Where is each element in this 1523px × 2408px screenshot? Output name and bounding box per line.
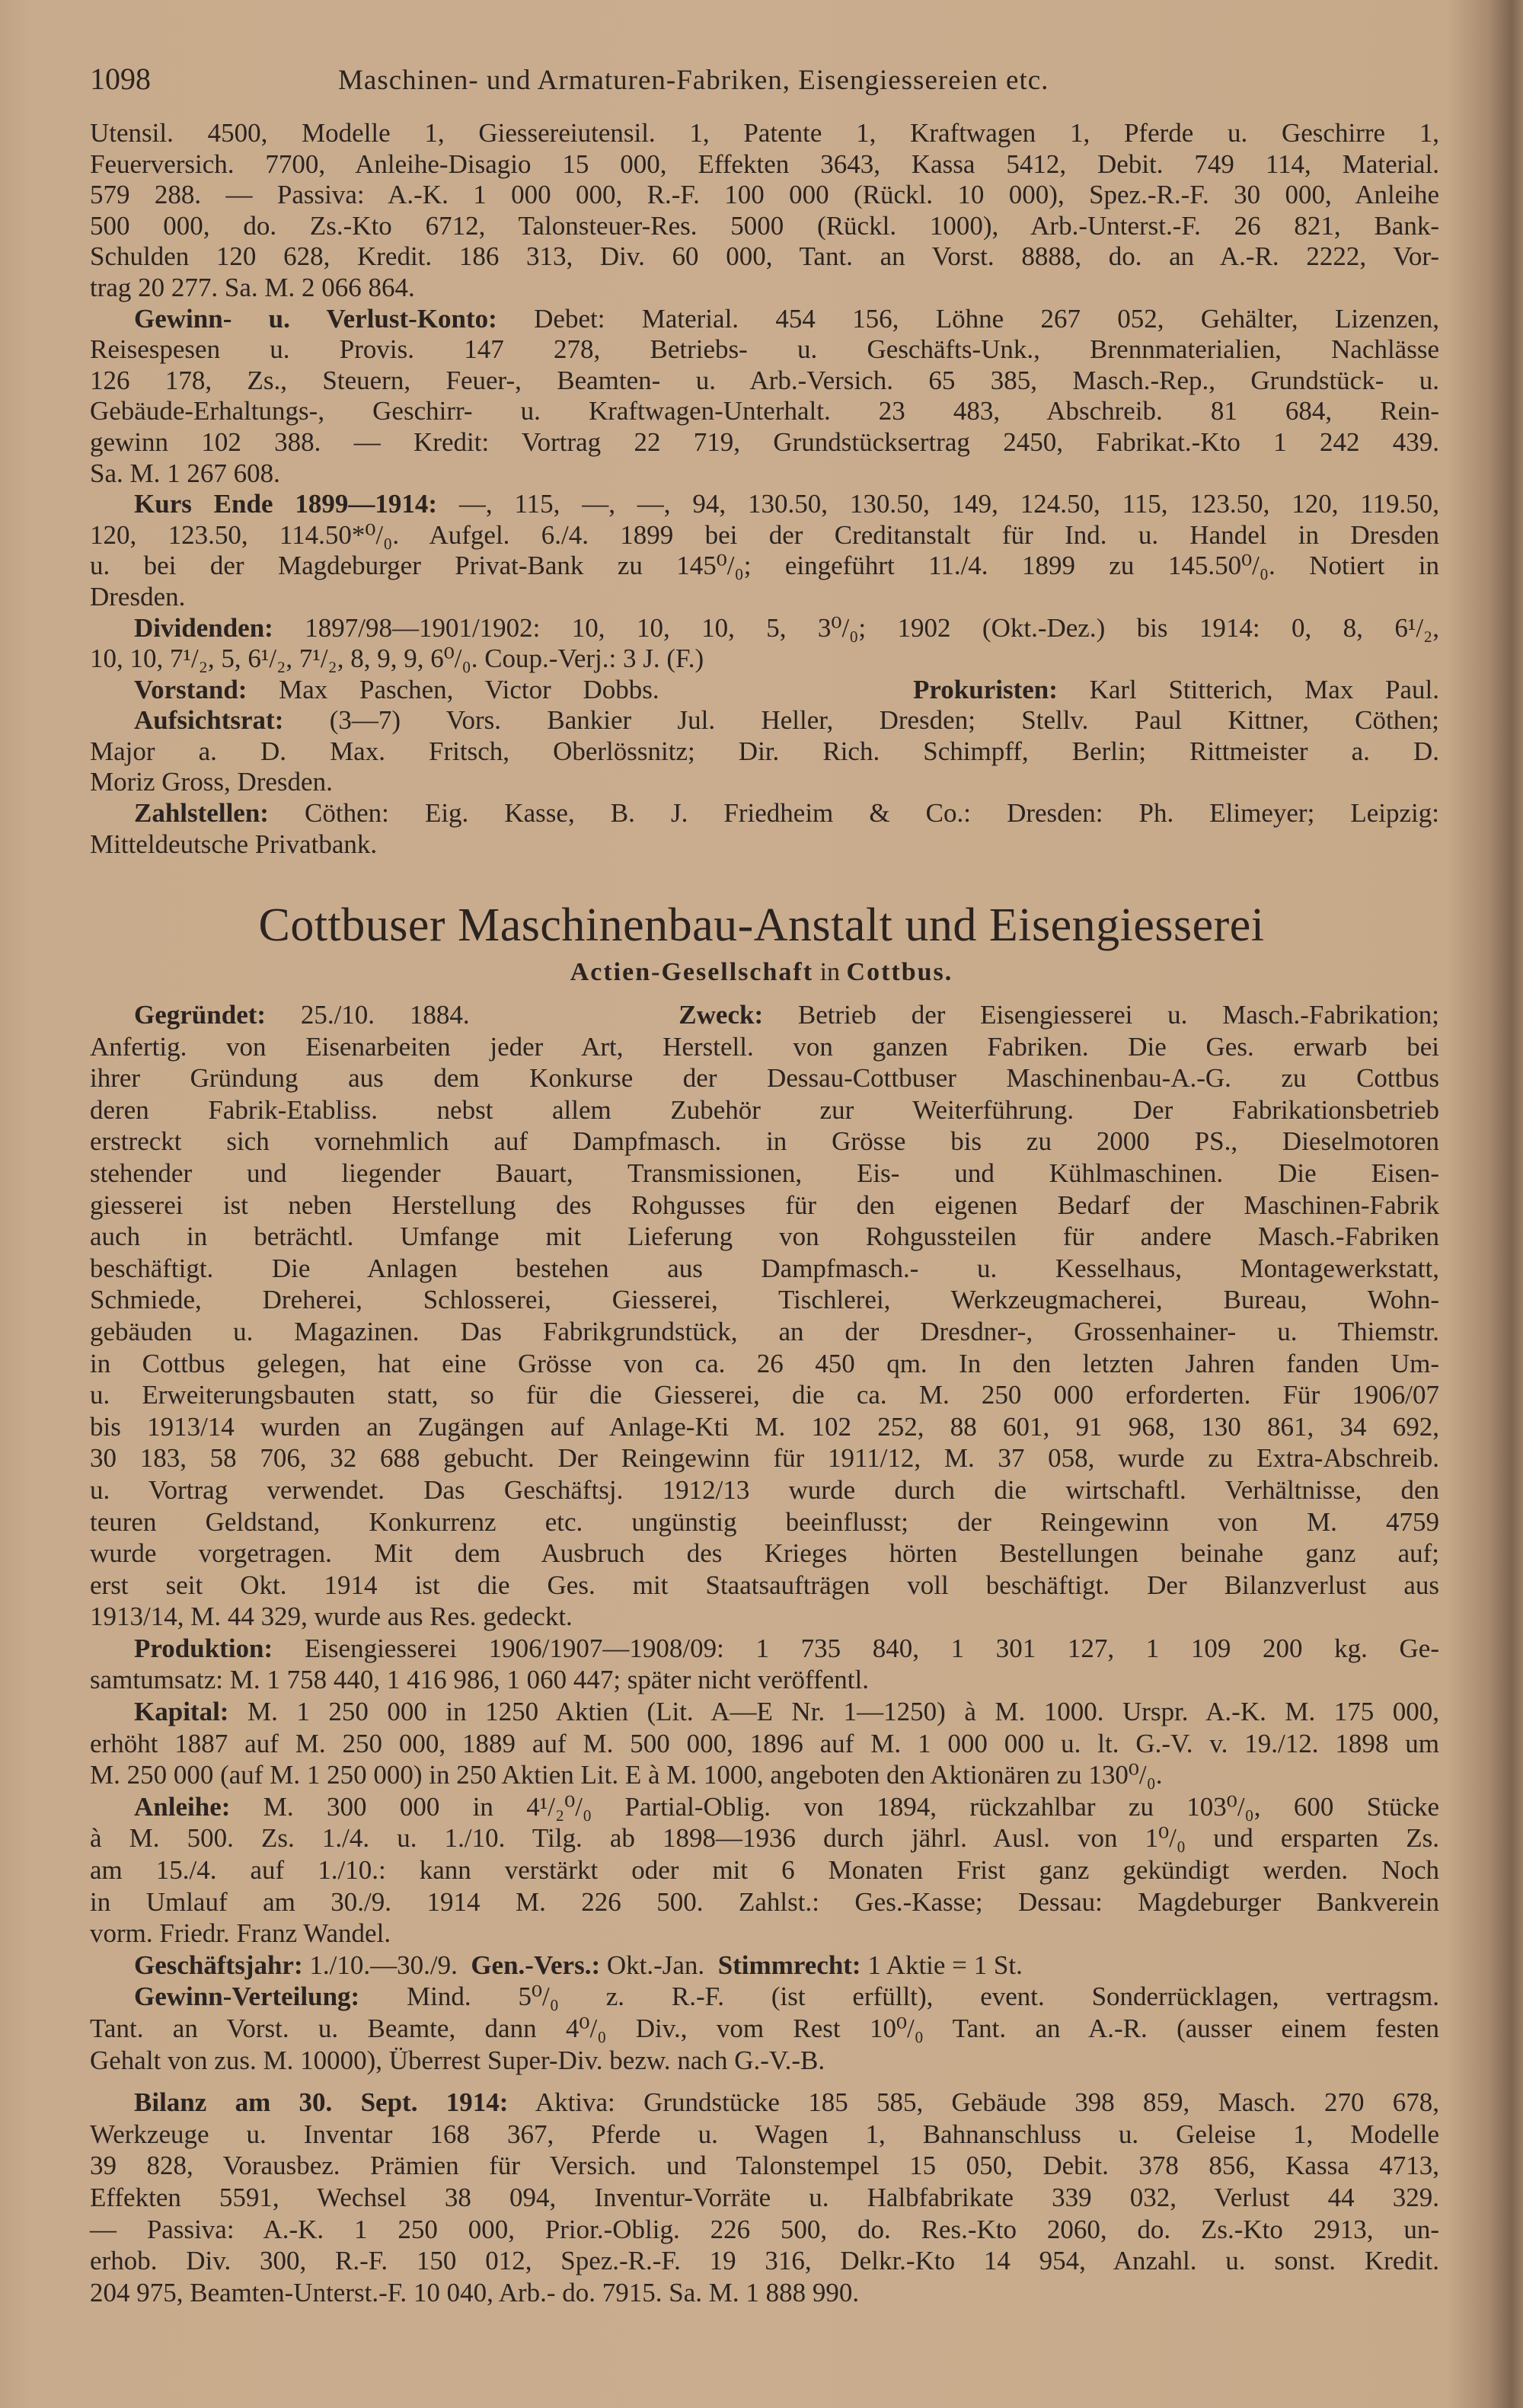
paragraph — [90, 1633, 1439, 1696]
text-line: Tant. an Vorst. u. Beamte, dann 4⁰/₀ Div., vom Rest 10⁰/₀ Tant. an A.-R. (ausser einem festen — [90, 2014, 1439, 2043]
text-line — [90, 489, 1439, 520]
paragraph — [90, 1950, 1439, 1982]
paragraph — [90, 999, 1439, 1633]
paragraph — [90, 1696, 1439, 1791]
section-text: Max Paschen, Victor Dobbs. — [247, 674, 913, 704]
company-form: Actien-Gesellschaft — [570, 958, 814, 986]
section-label: Gen.-Vers.: — [471, 1950, 601, 1980]
section-label: Gewinn- u. Verlust-Konto: — [134, 303, 497, 334]
text-line: samtumsatz: M. 1 758 440, 1 416 986, 1 060 447; später nicht veröffentl. — [90, 1665, 869, 1695]
text-line: Dresden. — [90, 581, 186, 612]
text-line — [90, 304, 1439, 335]
text-line: — Passiva: A.-K. 1 250 000, Prior.-Oblig. 226 500, do. Res.-Kto 2060, do. Zs.-Kto 2913, un- — [90, 2214, 1439, 2244]
text-line: Utensil. 4500, Modelle 1, Giessereiutensil. 1, Patente 1, Kraftwagen 1, Pferde u. Geschirre 1, — [90, 118, 1439, 148]
paragraph — [90, 118, 1439, 304]
section-text: (3—7) Vors. Bankier Jul. Heller, Dresden; Stellv. Paul Kittner, Cöthen; — [283, 705, 1439, 736]
paragraph — [90, 1791, 1439, 1950]
text-line: Moriz Gross, Dresden. — [90, 767, 333, 797]
text-line: 579 288. — Passiva: A.-K. 1 000 000, R.-F. 100 000 (Rückl. 10 000), Spez.-R.-F. 30 000, Anleihe — [90, 180, 1439, 210]
paragraph — [90, 613, 1439, 675]
text-line: erhöht 1887 auf M. 250 000, 1889 auf M. 500 000, 1896 auf M. 1 000 000 u. lt. G.-V. v. 19./12. 1898 um — [90, 1728, 1439, 1758]
section-label: Geschäftsjahr: — [134, 1950, 303, 1980]
section-text: 1897/98—1901/1902: 10, 10, 10, 5, 3⁰/₀; 1902 (Okt.-Dez.) bis 1914: 0, 8, 6¹/₂, — [273, 612, 1439, 643]
text-line: Schulden 120 628, Kredit. 186 313, Div. 60 000, Tant. an Vorst. 8888, do. an A.-R. 2222, Vor- — [90, 241, 1439, 272]
section-label: Aufsichtsrat: — [134, 705, 284, 736]
text-line: erhob. Div. 300, R.-F. 150 012, Spez.-R.-F. 19 316, Delkr.-Kto 14 954, Anzahl. u. sonst. Kredit. — [90, 2246, 1439, 2276]
section-label: Gegründet: — [134, 1000, 267, 1030]
text-line: Major a. D. Max. Fritsch, Oberlössnitz; Dir. Rich. Schimpff, Berlin; Rittmeister a. D. — [90, 736, 1439, 766]
paragraph — [90, 705, 1439, 798]
text-line — [90, 1633, 1439, 1665]
text-line: 1913/14, M. 44 329, wurde aus Res. gedeckt. — [90, 1602, 573, 1632]
company-subtitle — [0, 958, 1523, 987]
text-line: giesserei ist neben Herstellung des Rohgusses für den eigenen Bedarf der Maschinen-Fabrik — [90, 1190, 1439, 1220]
text-line: 126 178, Zs., Steuern, Feuer-, Beamten- u. Arb.-Versich. 65 385, Masch.-Rep., Grundstück- u. — [90, 365, 1439, 395]
text-line: 10, 10, 7¹/₂, 5, 6¹/₂, 7¹/₂, 8, 9, 9, 6⁰/₀. Coup.-Verj.: 3 J. (F.) — [90, 644, 704, 674]
text-line — [90, 1950, 1439, 1982]
paragraph — [90, 675, 1439, 706]
text-line: in Cottbus gelegen, hat eine Grösse von ca. 26 450 qm. In den letzten Jahren fanden Um- — [90, 1348, 1439, 1378]
section-label: Vorstand: — [134, 674, 247, 704]
text-line: auch in beträchtl. Umfange mit Lieferung von Rohgussteilen für andere Masch.-Fabriken — [90, 1222, 1439, 1252]
text-line: in Umlauf am 30./9. 1914 M. 226 500. Zahlst.: Ges.-Kasse; Dessau: Magdeburger Bankverein — [90, 1886, 1439, 1917]
section-label: Zweck: — [678, 1000, 764, 1030]
paragraph — [90, 304, 1439, 490]
text-line — [90, 675, 1439, 706]
section-label: Dividenden: — [134, 612, 273, 643]
text-line: Mitteldeutsche Privatbank. — [90, 829, 378, 859]
section-label: Anleihe: — [134, 1791, 231, 1822]
paragraph — [90, 1981, 1439, 2076]
text-line: erst seit Okt. 1914 ist die Ges. mit Staatsaufträgen voll beschäftigt. Der Bilanzverlust aus — [90, 1570, 1439, 1600]
section-text: Betrieb der Eisengiesserei u. Masch.-Fabrikation; — [763, 1000, 1439, 1030]
text-line: 120, 123.50, 114.50*⁰/₀. Aufgel. 6./4. 1899 bei der Creditanstalt für Ind. u. Handel in Dresden — [90, 519, 1439, 550]
text-line — [90, 2087, 1439, 2119]
text-line: vorm. Friedr. Franz Wandel. — [90, 1918, 391, 1949]
text-line: am 15./4. auf 1./10.: kann verstärkt oder mit 6 Monaten Frist ganz gekündigt werden. Noch — [90, 1855, 1439, 1886]
text-line: Schmiede, Dreherei, Schlosserei, Giesserei, Tischlerei, Werkzeugmacherei, Bureau, Wohn- — [90, 1285, 1439, 1315]
text-line: Werkzeuge u. Inventar 168 367, Pferde u. Wagen 1, Bahnanschluss u. Geleise 1, Modelle — [90, 2119, 1439, 2149]
section-label: Kurs Ende 1899—1914: — [134, 489, 437, 519]
text-line — [90, 1791, 1439, 1823]
section-text: M. 1 250 000 in 1250 Aktien (Lit. A—E Nr. 1—1250) à M. 1000. Urspr. A.-K. M. 175 000, — [228, 1697, 1439, 1727]
text-line — [90, 999, 1439, 1031]
text-line: ihrer Gründung aus dem Konkurse der Dessau-Cottbuser Maschinenbau-A.-G. zu Cottbus — [90, 1063, 1439, 1094]
paragraph — [90, 2087, 1439, 2308]
section-text: —, 115, —, —, 94, 130.50, 130.50, 149, 124.50, 115, 123.50, 120, 119.50, — [437, 489, 1440, 519]
section-text: 1 Aktie = 1 St. — [860, 1950, 1023, 1980]
text-line: Gebäude-Erhaltungs-, Geschirr- u. Kraftwagen-Unterhalt. 23 483, Abschreib. 81 684, Rein- — [90, 396, 1439, 426]
running-title: Maschinen- und Armaturen-Fabriken, Eisengiessereien etc. — [338, 65, 1049, 96]
page-number: 1098 — [90, 62, 151, 96]
text-line: erstreckt sich vornehmlich auf Dampfmasch. in Grösse bis zu 2000 PS., Dieselmotoren — [90, 1126, 1439, 1157]
section-text: Aktiva: Grundstücke 185 585, Gebäude 398 859, Masch. 270 678, — [508, 2087, 1439, 2118]
section-text: Mind. 5⁰/₀ z. R.-F. (ist erfüllt), event. Sonderrücklagen, vertragsm. — [359, 1982, 1439, 2012]
section-label: Prokuristen: — [913, 674, 1058, 704]
text-line: bis 1913/14 wurden an Zugängen auf Anlage-Kti M. 102 252, 88 601, 91 968, 130 861, 34 692, — [90, 1411, 1439, 1442]
text-line: M. 250 000 (auf M. 1 250 000) in 250 Aktien Lit. E à M. 1000, angeboten den Aktionären zu 130⁰/₀. — [90, 1760, 1163, 1790]
section-text: Karl Stitterich, Max Paul. — [1057, 674, 1439, 704]
text-line: deren Fabrik-Etabliss. nebst allem Zubehör zur Weiterführung. Der Fabrikationsbetrieb — [90, 1094, 1439, 1125]
text-line: Anfertig. von Eisenarbeiten jeder Art, Herstell. von ganzen Fabriken. Die Ges. erwarb bei — [90, 1031, 1439, 1062]
text-line: 39 828, Vorausbez. Prämien für Versich. und Talonstempel 15 050, Debit. 378 856, Kassa 4713, — [90, 2151, 1439, 2181]
paragraph — [90, 798, 1439, 860]
company-title: Cottbuser Maschinenbau-Anstalt und Eisengiesserei — [258, 899, 1265, 951]
text-line — [90, 1981, 1439, 2013]
text-line: Reisespesen u. Provis. 147 278, Betriebs- u. Geschäfts-Unk., Brennmaterialien, Nachlässe — [90, 334, 1439, 365]
section-label: Zahlstellen: — [134, 798, 269, 829]
section-text: Cöthen: Eig. Kasse, B. J. Friedheim & Co.: Dresden: Ph. Elimeyer; Leipzig: — [268, 798, 1439, 829]
section-text: Okt.-Jan. — [600, 1950, 718, 1980]
text-line — [90, 613, 1439, 644]
section-label: Produktion: — [134, 1633, 273, 1663]
previous-company-entry — [90, 118, 1439, 860]
section-text: M. 300 000 in 4¹/₂⁰/₀ Partial-Oblig. von 1894, rückzahlbar zu 103⁰/₀, 600 Stücke — [230, 1791, 1439, 1822]
subtitle-in: in — [813, 958, 847, 986]
text-line: u. Vortrag verwendet. Das Geschäftsj. 1912/13 wurde durch die wirtschaftl. Verhältnisse, den — [90, 1474, 1439, 1505]
text-line: Effekten 5591, Wechsel 38 094, Inventur-Vorräte u. Halbfabrikate 339 032, Verlust 44 329. — [90, 2182, 1439, 2212]
section-text: 1./10.—30./9. — [302, 1950, 471, 1980]
text-line: stehender und liegender Bauart, Transmissionen, Eis- und Kühlmaschinen. Die Eisen- — [90, 1158, 1439, 1188]
text-line: à M. 500. Zs. 1./4. u. 1./10. Tilg. ab 1898—1936 durch jährl. Ausl. von 1⁰/₀ und ersparten Zs. — [90, 1823, 1439, 1854]
text-line: 204 975, Beamten-Unterst.-F. 10 040, Arb.- do. 7915. Sa. M. 1 888 990. — [90, 2277, 860, 2307]
section-label: Gewinn-Verteilung: — [134, 1982, 360, 2012]
text-line: Gehalt von zus. M. 10000), Überrest Super-Div. bezw. nach G.-V.-B. — [90, 2045, 825, 2075]
company-entry — [90, 999, 1439, 2308]
paragraph — [90, 489, 1439, 612]
text-line: beschäftigt. Die Anlagen bestehen aus Dampfmasch.- u. Kesselhaus, Montagewerkstatt, — [90, 1253, 1439, 1283]
text-line: Sa. M. 1 267 608. — [90, 458, 280, 488]
section-label: Stimmrecht: — [717, 1950, 861, 1980]
text-line: Feuerversich. 7700, Anleihe-Disagio 15 000, Effekten 3643, Kassa 5412, Debit. 749 114, Material. — [90, 149, 1439, 179]
text-line: 500 000, do. Zs.-Kto 6712, Talonsteuer-Res. 5000 (Rückl. 1000), Arb.-Unterst.-F. 26 821, Bank- — [90, 210, 1439, 241]
text-line: u. bei der Magdeburger Privat-Bank zu 145⁰/₀; eingeführt 11./4. 1899 zu 145.50⁰/₀. Notiert in — [90, 551, 1439, 581]
text-line: u. Erweiterungsbauten statt, so für die Giesserei, die ca. M. 250 000 erforderten. Für 1906/07 — [90, 1380, 1439, 1410]
text-line — [90, 798, 1439, 829]
text-line: wurde vorgetragen. Mit dem Ausbruch des Krieges hörten Bestellungen beinahe ganz auf; — [90, 1538, 1439, 1569]
text-line: trag 20 277. Sa. M. 2 066 864. — [90, 272, 415, 302]
text-line — [90, 1696, 1439, 1728]
section-text: Eisengiesserei 1906/1907—1908/09: 1 735 840, 1 301 127, 1 109 200 kg. Ge- — [273, 1633, 1439, 1663]
text-line: teuren Geldstand, Konkurrenz etc. ungünstig beeinflusst; der Reingewinn von M. 4759 — [90, 1506, 1439, 1537]
section-label: Kapital: — [134, 1697, 229, 1727]
company-city: Cottbus. — [846, 958, 953, 986]
section-text: 25./10. 1884. — [266, 1000, 679, 1030]
text-line — [90, 705, 1439, 736]
section-label: Bilanz am 30. Sept. 1914: — [134, 2087, 509, 2118]
text-line: gebäuden u. Magazinen. Das Fabrikgrundstück, an der Dresdner-, Grossenhainer- u. Thiemstr. — [90, 1316, 1439, 1346]
section-text: Debet: Material. 454 156, Löhne 267 052, Gehälter, Lizenzen, — [496, 303, 1439, 334]
text-line: 30 183, 58 706, 32 688 gebucht. Der Reingewinn für 1911/12, M. 37 058, wurde zu Extra-Abschreib. — [90, 1443, 1439, 1474]
text-line: gewinn 102 388. — Kredit: Vortrag 22 719, Grundstücksertrag 2450, Fabrikat.-Kto 1 242 439. — [90, 426, 1439, 457]
